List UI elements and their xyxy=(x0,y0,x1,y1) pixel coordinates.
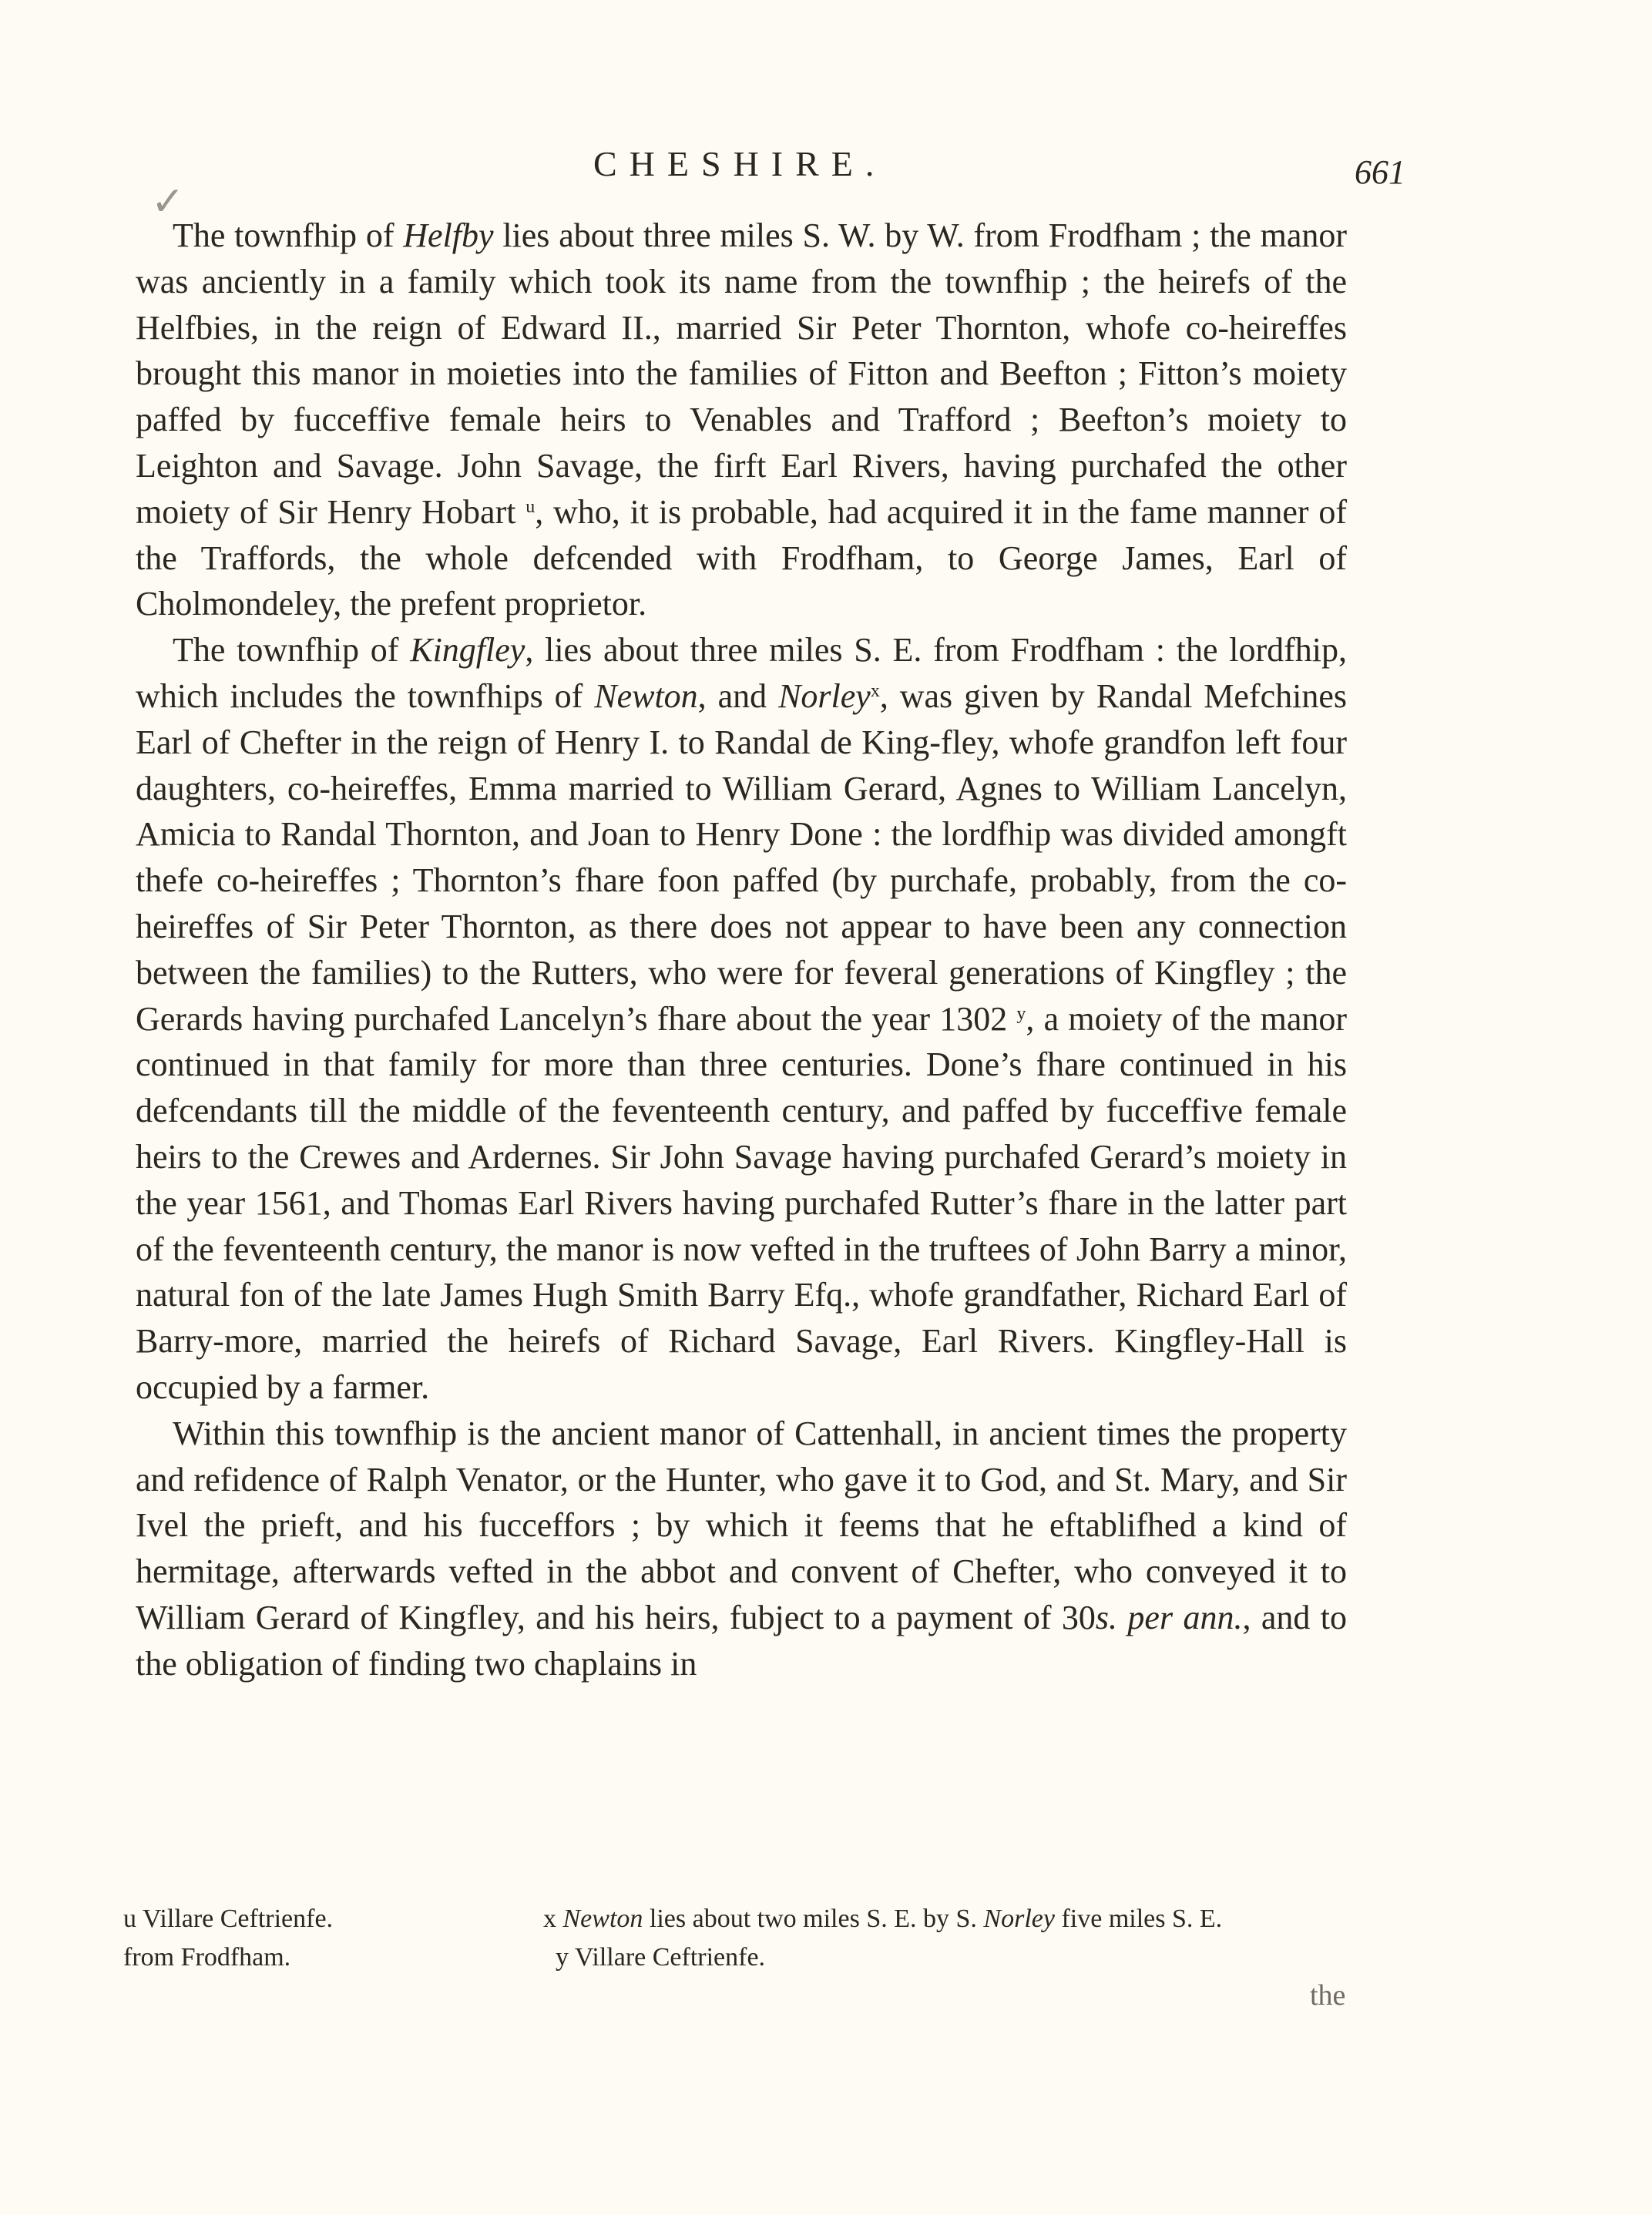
footnote-reference: y xyxy=(1016,1003,1026,1024)
text-run: The townfhip of xyxy=(173,631,411,670)
page-number: 661 xyxy=(1355,153,1405,191)
body-text xyxy=(136,213,1347,1687)
footnote-right-2 xyxy=(543,1938,1360,1977)
text-run: five miles S. E. xyxy=(1054,1905,1223,1933)
text-run: lies about three miles S. W. by W. from Frodfham ; the manor was anciently in a family which took its name from the townfhip ; the heirefs of the Helfbies, in the reign of Edward II., married Sir Peter Thornton, whofe co-heireffes brought this manor in moieties into the families of Fitton and Beefton ; Fitton’s moiety paffed by fucceffive female heirs to Venables and Trafford ; Beefton’s moiety to Leighton and Savage. John Savage, the firft Earl Rivers, having purchafed the other moiety of Sir Henry Hobart xyxy=(136,216,1347,531)
footnote-reference: u xyxy=(525,496,536,517)
footnote-u: u Villare Ceftrienfe. xyxy=(123,1905,334,1933)
italic-text: per ann. xyxy=(1127,1598,1243,1636)
text-run: Within this townfhip is the ancient manor of Cattenhall, in ancient times the property and refidence of Ralph Venator, or the Hunter, who gave it to God, and St. Mary, and Sir Ivel the prieft, and his fucceffors ; by which it feems that he eftablifhed a kind of hermitage, afterwards vefted in the abbot and convent of Chefter, who conveyed it to William Gerard of Kingfley, and his heirs, fubject to a payment of 30 xyxy=(136,1414,1347,1636)
footnotes-right-column xyxy=(543,1900,1360,1977)
italic-text: Newton xyxy=(594,676,698,715)
italic-text: Kingfley xyxy=(410,631,525,670)
page-header xyxy=(0,129,1652,224)
paragraph-3 xyxy=(136,1411,1347,1687)
italic-text: s. xyxy=(1095,1598,1118,1636)
footnote-u-continuation: from Frodfham. xyxy=(123,1943,291,1972)
text-run: y Villare Ceftrienfe. xyxy=(556,1943,766,1972)
text-run: , and to the obligation of finding two chaplains in xyxy=(136,1598,1347,1683)
italic-text: Helfby xyxy=(403,216,494,254)
paragraph-2 xyxy=(136,627,1347,1411)
paragraph-1 xyxy=(136,213,1347,627)
text-run: The townfhip of xyxy=(173,216,404,254)
text-run xyxy=(1117,1599,1127,1636)
check-mark-icon: ✓ xyxy=(151,180,185,224)
text-run: , was given by Randal Mefchines Earl of Chefter in the reign of Henry I. to Randal de King-fley, whofe grandfon left four daughters, co-heireffes, Emma married to William Gerard, Agnes to William Lancelyn, Amicia to Randal Thornton, and Joan to Henry Done : the lordfhip was divided amongft thefe co-heireffes ; Thornton’s fhare foon paffed (by purchafe, probably, from the co-heireffes of Sir Peter Thornton, as there does not appear to have been any connection between the families) to the Rutters, who were for feveral generations of Kingfley ; the Gerards having purchafed Lancelyn’s fhare about the year 1302 xyxy=(136,676,1347,1038)
text-run: x xyxy=(543,1905,563,1933)
footnote-right-1 xyxy=(543,1900,1360,1938)
italic-text: Norley xyxy=(983,1905,1055,1933)
italic-text: Newton xyxy=(562,1905,643,1933)
text-run: , a moiety of the manor continued in that family for more than three centuries. Done’s fhare continued in his defcendants till the middle of the feventeenth century, and paffed by fucceffive female heirs to the Crewes and Ardernes. Sir John Savage having purchafed Gerard’s moiety in the year 1561, and Thomas Earl Rivers having purchafed Rutter’s fhare in the latter part of the feventeenth century, the manor is now vefted in the truftees of John Barry a minor, natural fon of the late James Hugh Smith Barry Efq., whofe grandfather, Richard Earl of Barry-more, married the heirefs of Richard Savage, Earl Rivers. Kingfley-Hall is occupied by a farmer. xyxy=(136,999,1347,1406)
running-title: CHESHIRE. xyxy=(593,144,887,183)
text-run: , lies about three miles S. E. from Frodfham : the lordfhip, which includes the townfhips of xyxy=(136,631,1347,715)
text-run: , and xyxy=(697,676,779,715)
text-run: , who, it is probable, had acquired it in the fame manner of the Traffords, the whole defcended with Frodfham, to George James, Earl of Cholmondeley, the prefent proprietor. xyxy=(136,492,1348,623)
catchword: the xyxy=(1310,1979,1346,2012)
footnotes-left-column xyxy=(123,1900,485,1977)
footnote-reference: x xyxy=(870,680,880,701)
text-run: lies about two miles S. E. by S. xyxy=(643,1905,984,1933)
italic-text: Norley xyxy=(778,676,871,715)
